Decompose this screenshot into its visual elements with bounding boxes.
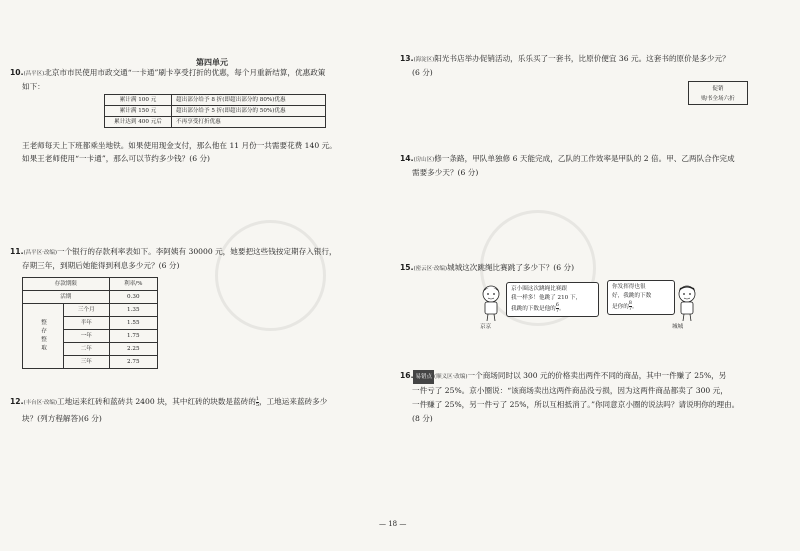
- table-header: 利率/%: [109, 278, 157, 291]
- question-text: 一件亏了 25%。京小圈说：“该商场卖出这两件商品没亏损，因为这两件商品都卖了 300 元，: [412, 386, 728, 395]
- question-source: (房山区): [413, 157, 435, 163]
- difficulty-tag: 易错点: [413, 370, 434, 384]
- table-cell: 2.75: [109, 356, 157, 369]
- question-text: ，工地运来蓝砖多少: [259, 397, 328, 406]
- promo-box: [688, 81, 748, 105]
- question-12: [10, 394, 382, 426]
- table-cell: 活期: [23, 291, 110, 304]
- table-header-row: [23, 278, 158, 291]
- question-text: (8 分): [412, 414, 433, 423]
- table-row: [23, 291, 158, 304]
- table-row: [23, 304, 158, 317]
- unit-title: 第四单元: [196, 58, 228, 67]
- question-source: (海淀区): [413, 57, 435, 63]
- boy-jingjing-figure: [478, 283, 504, 323]
- fraction-numerator: 6: [555, 302, 559, 308]
- question-number: 10.: [10, 68, 24, 77]
- bubble-text: 好，我跳的下数: [612, 293, 652, 299]
- bubble-text: 。: [631, 304, 638, 310]
- table-cell: 二年: [64, 343, 110, 356]
- table-cell: 1.35: [109, 304, 157, 317]
- table-cell: 半年: [64, 317, 110, 330]
- question-source: (昌平区·改编): [23, 250, 57, 256]
- interest-rate-table: [22, 277, 158, 369]
- bubble-text: 是你的: [612, 304, 629, 310]
- question-11: [10, 246, 382, 272]
- question-text: 北京市市民使用市政交通“一卡通”刷卡享受打折的优惠，每个月重新结算，优惠政策: [44, 68, 326, 77]
- watermark-stamp-left: [215, 220, 326, 331]
- question-number: 13.: [400, 54, 414, 63]
- table-cell: 累计达到 400 元后: [105, 117, 172, 128]
- promo-title: 促销: [712, 86, 724, 92]
- table-cell: 超出部分给予 5 折(即超出部分的 50%)优惠: [172, 106, 326, 117]
- question-13: [400, 53, 785, 79]
- fraction-denominator: 5: [255, 401, 259, 408]
- question-text: 如下：: [22, 81, 45, 91]
- question-number: 14.: [400, 154, 414, 163]
- fraction-numerator: 8: [628, 300, 632, 306]
- table-cell: 不再享受打折优惠: [172, 117, 326, 128]
- question-text: 王老师每天上下班都乘坐地铁。如果使用现金支付，那么他在 11 月份一共需要花费 140 元。: [22, 141, 337, 150]
- fraction-denominator: 7: [555, 308, 559, 314]
- question-15: [400, 262, 785, 276]
- bubble-text: 我跳的下数是他的: [511, 306, 556, 312]
- question-number: 15.: [400, 263, 414, 272]
- table-cell: 超出部分给予 8 折(即超出部分的 80%)优惠: [172, 95, 326, 106]
- name-label-left: 京京: [480, 324, 492, 330]
- table-row: [105, 95, 326, 106]
- table-cell: 1.75: [109, 330, 157, 343]
- promo-text: 购书全场六折: [701, 96, 735, 102]
- bubble-text: 你发挥得也很: [612, 284, 646, 290]
- question-source: (昌平区): [23, 71, 45, 77]
- question-source: (密云区·改编): [413, 266, 447, 272]
- boy-chengcheng-figure: [674, 283, 700, 323]
- page-number: — 18 —: [379, 520, 407, 528]
- table-cell: 0.30: [109, 291, 157, 304]
- question-text: (6 分): [412, 67, 433, 77]
- question-16: [400, 369, 785, 426]
- bubble-text: 。: [558, 306, 565, 312]
- question-14: [400, 153, 785, 179]
- question-text: 块？(列方程解答)(6 分): [22, 414, 102, 423]
- question-text: 一个商场同时以 300 元的价格卖出两件不同的商品，其中一件赚了 25%，另: [467, 371, 727, 380]
- table-cell: 三年: [64, 356, 110, 369]
- question-text: 阳光书店举办促销活动，乐乐买了一套书，比原价便宜 36 元。这套书的原价是多少元？: [434, 54, 730, 63]
- table-row: [105, 106, 326, 117]
- question-number: 16.: [400, 371, 414, 380]
- fraction-numerator: 1: [255, 395, 259, 402]
- question-source: (顺义区·改编): [433, 374, 468, 380]
- question-10: [10, 67, 382, 93]
- question-text: 如果王老师使用“一卡通”，那么可以节约多少钱？(6 分): [22, 153, 210, 163]
- question-text: 工地运来红砖和蓝砖共 2400 块，其中红砖的块数是蓝砖的: [57, 397, 256, 406]
- table-cell: 一年: [64, 330, 110, 343]
- table-cell: 2.25: [109, 343, 157, 356]
- table-cell: 三个月: [64, 304, 110, 317]
- question-number: 11.: [10, 247, 24, 256]
- table-cell: 累计满 150 元: [105, 106, 172, 117]
- table-cell: 1.55: [109, 317, 157, 330]
- bubble-text: 京小圈这次跳绳比赛跟: [511, 286, 567, 292]
- discount-table: [104, 94, 326, 128]
- question-text: 存期三年，到期后她能得到利息多少元？(6 分): [22, 260, 180, 270]
- table-row: [105, 117, 326, 128]
- question-text: 需要多少天？(6 分): [412, 167, 479, 177]
- question-text: 一个银行的存款利率表如下。李阿姨有 30000 元，她要把这些钱按定期存入银行，: [57, 247, 337, 256]
- question-number: 12.: [10, 397, 24, 406]
- speech-bubble-right: [607, 280, 675, 315]
- question-text: 一件赚了 25%，另一件亏了 25%，所以互相抵消了。”你同意京小圈的说法吗？请说明你的理由。: [412, 400, 740, 409]
- bubble-text: 我一样多！他跳了 210 下，: [511, 295, 582, 301]
- group-label: 整存整取: [23, 304, 64, 369]
- question-text: 城城这次跳绳比赛跳了多少下？(6 分): [447, 263, 575, 272]
- table-cell: 累计满 100 元: [105, 95, 172, 106]
- question-10-body: [22, 140, 384, 165]
- question-text: 修一条路，甲队单独修 6 天能完成，乙队的工作效率是甲队的 2 倍。甲、乙两队合作完成: [434, 154, 735, 163]
- name-label-right: 城城: [672, 324, 684, 330]
- table-header: 存款期限: [23, 278, 110, 291]
- fraction-denominator: 7: [628, 306, 632, 312]
- speech-bubble-left: [506, 282, 599, 317]
- question-source: (丰台区·改编): [23, 400, 57, 406]
